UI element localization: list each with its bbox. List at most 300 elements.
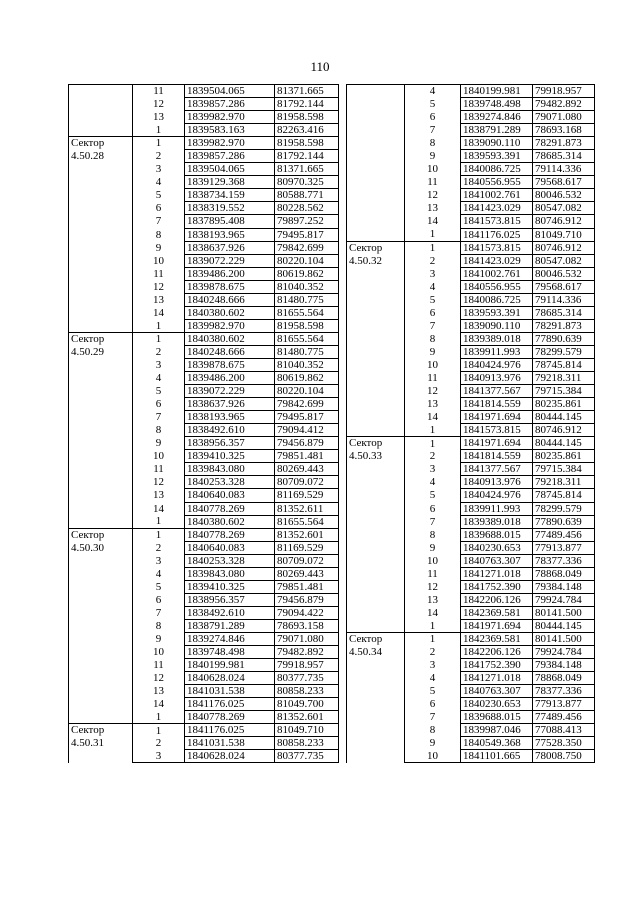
coordinate-x: 1840556.955	[461, 280, 533, 293]
coordinate-x: 1839486.200	[185, 267, 275, 280]
point-number: 13	[133, 489, 185, 502]
table-row	[347, 241, 595, 254]
coordinate-x: 1840230.653	[461, 541, 533, 554]
point-number: 10	[133, 254, 185, 267]
coordinate-y: 78868.049	[533, 672, 595, 685]
coordinate-x: 1839504.065	[185, 85, 275, 98]
point-number: 2	[405, 254, 461, 267]
point-number: 4	[133, 567, 185, 580]
coordinate-y: 79456.879	[275, 593, 339, 606]
coordinate-x: 1839857.286	[185, 98, 275, 111]
coordinate-x: 1839389.018	[461, 332, 533, 345]
coordinate-y: 78745.814	[533, 489, 595, 502]
coordinate-y: 78299.579	[533, 345, 595, 358]
point-number: 12	[133, 280, 185, 293]
table-row	[347, 632, 595, 645]
coordinate-x: 1840778.269	[185, 528, 275, 541]
point-number: 4	[405, 476, 461, 489]
point-number: 11	[405, 176, 461, 189]
coordinate-y: 80547.082	[533, 254, 595, 267]
coordinate-x: 1839878.675	[185, 358, 275, 371]
coordinate-y: 79218.311	[533, 476, 595, 489]
table-row	[69, 528, 339, 541]
coordinate-y: 80444.145	[533, 619, 595, 632]
point-number: 7	[133, 215, 185, 228]
point-number: 8	[405, 528, 461, 541]
coordinate-x: 1838193.965	[185, 411, 275, 424]
coordinate-y: 78291.873	[533, 319, 595, 332]
coordinate-x: 1840763.307	[461, 554, 533, 567]
coordinate-x: 1840913.976	[461, 476, 533, 489]
point-number: 5	[405, 685, 461, 698]
coordinate-x: 1840640.083	[185, 541, 275, 554]
point-number: 14	[405, 606, 461, 619]
point-number: 2	[133, 150, 185, 163]
coordinate-y: 78299.579	[533, 502, 595, 515]
coordinate-y: 78745.814	[533, 358, 595, 371]
point-number: 9	[405, 345, 461, 358]
coordinate-y: 81371.665	[275, 163, 339, 176]
coordinates-table-right	[346, 84, 595, 763]
coordinate-x: 1839911.993	[461, 345, 533, 358]
sector-label: Сектор 4.50.28	[69, 137, 133, 333]
coordinate-x: 1840248.666	[185, 293, 275, 306]
coordinate-x: 1839274.846	[185, 632, 275, 645]
point-number: 14	[133, 306, 185, 319]
coordinate-x: 1839982.970	[185, 319, 275, 332]
coordinate-x: 1839748.498	[185, 646, 275, 659]
coordinate-y: 78377.336	[533, 554, 595, 567]
coordinate-x: 1838791.289	[185, 619, 275, 632]
coordinate-x: 1842206.126	[461, 646, 533, 659]
coordinate-y: 81169.529	[275, 541, 339, 554]
coordinate-x: 1840628.024	[185, 750, 275, 763]
coordinate-y: 80235.861	[533, 398, 595, 411]
coordinate-y: 80141.500	[533, 632, 595, 645]
point-number: 8	[405, 137, 461, 150]
coordinate-y: 79094.412	[275, 424, 339, 437]
coordinate-y: 81792.144	[275, 98, 339, 111]
coordinate-x: 1841971.694	[461, 437, 533, 450]
coordinate-x: 1840199.981	[461, 85, 533, 98]
coordinate-y: 77913.877	[533, 541, 595, 554]
coordinate-x: 1838492.610	[185, 424, 275, 437]
point-number: 13	[133, 685, 185, 698]
table-row	[347, 437, 595, 450]
point-number: 6	[405, 111, 461, 124]
coordinate-y: 79114.336	[533, 163, 595, 176]
point-number: 5	[133, 189, 185, 202]
coordinate-y: 78685.314	[533, 150, 595, 163]
coordinate-x: 1839982.970	[185, 137, 275, 150]
coordinate-x: 1841176.025	[185, 698, 275, 711]
coordinate-y: 79071.080	[533, 111, 595, 124]
coordinate-x: 1840628.024	[185, 672, 275, 685]
coordinate-y: 77890.639	[533, 515, 595, 528]
point-number: 2	[405, 450, 461, 463]
point-number: 3	[405, 267, 461, 280]
coordinate-y: 80220.104	[275, 254, 339, 267]
coordinate-x: 1841031.538	[185, 737, 275, 750]
point-number: 4	[133, 372, 185, 385]
coordinate-x: 1838791.289	[461, 124, 533, 137]
coordinate-x: 1840424.976	[461, 358, 533, 371]
sector-label: Сектор 4.50.31	[69, 724, 133, 763]
coordinate-x: 1839987.046	[461, 724, 533, 737]
point-number: 1	[133, 319, 185, 332]
coordinate-x: 1840778.269	[185, 711, 275, 724]
point-number: 4	[405, 280, 461, 293]
coordinate-x: 1841101.665	[461, 750, 533, 763]
point-number: 4	[133, 176, 185, 189]
coordinate-x: 1841271.018	[461, 567, 533, 580]
sector-label	[69, 85, 133, 137]
sector-label	[347, 85, 405, 242]
point-number: 10	[405, 163, 461, 176]
point-number: 1	[405, 241, 461, 254]
point-number: 12	[133, 98, 185, 111]
coordinate-y: 80709.072	[275, 476, 339, 489]
coordinate-y: 80746.912	[533, 215, 595, 228]
point-number: 5	[133, 580, 185, 593]
point-number: 5	[405, 489, 461, 502]
point-number: 4	[405, 672, 461, 685]
coordinate-x: 1840549.368	[461, 737, 533, 750]
coordinate-x: 1838734.159	[185, 189, 275, 202]
point-number: 6	[405, 502, 461, 515]
coordinate-x: 1840640.083	[185, 489, 275, 502]
point-number: 12	[133, 476, 185, 489]
coordinate-y: 77528.350	[533, 737, 595, 750]
coordinate-x: 1841377.567	[461, 385, 533, 398]
point-number: 14	[133, 698, 185, 711]
coordinate-y: 81371.665	[275, 85, 339, 98]
coordinate-y: 80746.912	[533, 424, 595, 437]
coordinate-y: 80970.325	[275, 176, 339, 189]
coordinate-y: 79114.336	[533, 293, 595, 306]
coordinate-y: 77913.877	[533, 698, 595, 711]
point-number: 6	[405, 306, 461, 319]
point-number: 2	[133, 541, 185, 554]
point-number: 13	[405, 593, 461, 606]
point-number: 11	[133, 463, 185, 476]
coordinate-y: 81792.144	[275, 150, 339, 163]
coordinate-y: 78377.336	[533, 685, 595, 698]
coordinate-x: 1840424.976	[461, 489, 533, 502]
coordinate-y: 79715.384	[533, 385, 595, 398]
point-number: 1	[133, 711, 185, 724]
point-number: 12	[133, 672, 185, 685]
coordinate-y: 80709.072	[275, 554, 339, 567]
point-number: 9	[133, 241, 185, 254]
coordinate-y: 82263.416	[275, 124, 339, 137]
coordinate-x: 1841573.815	[461, 424, 533, 437]
coordinate-x: 1841814.559	[461, 450, 533, 463]
coordinate-x: 1841002.761	[461, 267, 533, 280]
point-number: 1	[405, 437, 461, 450]
coordinate-y: 79568.617	[533, 176, 595, 189]
point-number: 12	[405, 189, 461, 202]
coordinate-x: 1841377.567	[461, 463, 533, 476]
coordinate-y: 77489.456	[533, 711, 595, 724]
coordinate-x: 1840253.328	[185, 554, 275, 567]
coordinate-y: 81049.700	[275, 698, 339, 711]
coordinate-y: 81655.564	[275, 515, 339, 528]
coordinate-x: 1839688.015	[461, 711, 533, 724]
coordinate-y: 79851.481	[275, 580, 339, 593]
coordinate-y: 79918.957	[275, 659, 339, 672]
coordinate-y: 79495.817	[275, 411, 339, 424]
coordinate-y: 79568.617	[533, 280, 595, 293]
coordinate-x: 1839748.498	[461, 98, 533, 111]
point-number: 9	[405, 737, 461, 750]
point-number: 1	[133, 528, 185, 541]
coordinate-y: 81352.611	[275, 502, 339, 515]
coordinate-y: 78685.314	[533, 306, 595, 319]
coordinate-y: 79384.148	[533, 580, 595, 593]
point-number: 1	[405, 228, 461, 241]
coordinate-x: 1841814.559	[461, 398, 533, 411]
coordinate-x: 1840086.725	[461, 163, 533, 176]
point-number: 7	[133, 606, 185, 619]
coordinate-x: 1839583.163	[185, 124, 275, 137]
table-row	[69, 724, 339, 737]
coordinate-y: 80619.862	[275, 372, 339, 385]
coordinate-y: 79842.699	[275, 241, 339, 254]
coordinate-y: 80269.443	[275, 463, 339, 476]
point-number: 6	[133, 398, 185, 411]
coordinate-x: 1841031.538	[185, 685, 275, 698]
table-row	[347, 85, 595, 98]
coordinate-x: 1841002.761	[461, 189, 533, 202]
coordinate-x: 1838637.926	[185, 398, 275, 411]
point-number: 3	[405, 463, 461, 476]
coordinate-x: 1841176.025	[461, 228, 533, 241]
coordinate-y: 81049.710	[533, 228, 595, 241]
point-number: 1	[133, 137, 185, 150]
coordinate-x: 1840380.602	[185, 306, 275, 319]
coordinate-y: 80046.532	[533, 267, 595, 280]
point-number: 11	[133, 267, 185, 280]
point-number: 3	[133, 750, 185, 763]
coordinate-x: 1839593.391	[461, 306, 533, 319]
coordinate-y: 81040.352	[275, 358, 339, 371]
sector-label: Сектор 4.50.33	[347, 437, 405, 633]
point-number: 1	[405, 619, 461, 632]
coordinate-x: 1840778.269	[185, 502, 275, 515]
coordinate-y: 79851.481	[275, 450, 339, 463]
point-number: 2	[405, 646, 461, 659]
point-number: 11	[133, 659, 185, 672]
coordinate-x: 1839982.970	[185, 111, 275, 124]
coordinate-x: 1840248.666	[185, 345, 275, 358]
coordinate-y: 79842.699	[275, 398, 339, 411]
coordinate-y: 80228.562	[275, 202, 339, 215]
point-number: 2	[133, 737, 185, 750]
coordinate-x: 1841971.694	[461, 619, 533, 632]
point-number: 7	[405, 124, 461, 137]
point-number: 1	[405, 424, 461, 437]
sector-label: Сектор 4.50.29	[69, 332, 133, 528]
coordinate-y: 80235.861	[533, 450, 595, 463]
coordinate-x: 1837895.408	[185, 215, 275, 228]
coordinate-y: 80141.500	[533, 606, 595, 619]
coordinate-x: 1838193.965	[185, 228, 275, 241]
coordinate-y: 79924.784	[533, 593, 595, 606]
coordinate-y: 79482.892	[533, 98, 595, 111]
point-number: 8	[405, 724, 461, 737]
coordinate-x: 1841271.018	[461, 672, 533, 685]
coordinate-x: 1839274.846	[461, 111, 533, 124]
coordinate-y: 80547.082	[533, 202, 595, 215]
point-number: 1	[133, 515, 185, 528]
coordinate-y: 77088.413	[533, 724, 595, 737]
coordinate-x: 1839911.993	[461, 502, 533, 515]
point-number: 9	[405, 541, 461, 554]
point-number: 12	[405, 385, 461, 398]
coordinate-y: 80220.104	[275, 385, 339, 398]
coordinate-x: 1839593.391	[461, 150, 533, 163]
point-number: 10	[405, 554, 461, 567]
point-number: 1	[133, 124, 185, 137]
point-number: 7	[405, 711, 461, 724]
point-number: 10	[133, 450, 185, 463]
coordinate-x: 1839090.110	[461, 137, 533, 150]
coordinate-y: 79495.817	[275, 228, 339, 241]
coordinate-y: 81049.710	[275, 724, 339, 737]
coordinate-y: 79218.311	[533, 372, 595, 385]
coordinate-y: 79094.422	[275, 606, 339, 619]
coordinate-x: 1838492.610	[185, 606, 275, 619]
coordinate-x: 1841573.815	[461, 241, 533, 254]
point-number: 10	[405, 358, 461, 371]
coordinate-x: 1840086.725	[461, 293, 533, 306]
coordinate-x: 1840380.602	[185, 332, 275, 345]
sector-label: Сектор 4.50.30	[69, 528, 133, 724]
coordinate-y: 79482.892	[275, 646, 339, 659]
point-number: 13	[133, 293, 185, 306]
point-number: 8	[405, 332, 461, 345]
point-number: 7	[133, 411, 185, 424]
coordinate-x: 1839857.286	[185, 150, 275, 163]
coordinate-x: 1841752.390	[461, 580, 533, 593]
coordinate-x: 1841752.390	[461, 659, 533, 672]
table-row	[69, 332, 339, 345]
point-number: 3	[133, 358, 185, 371]
coordinate-x: 1839688.015	[461, 528, 533, 541]
point-number: 6	[405, 698, 461, 711]
coordinate-x: 1842369.581	[461, 632, 533, 645]
coordinate-x: 1839072.229	[185, 385, 275, 398]
coordinate-y: 81958.598	[275, 137, 339, 150]
coordinate-y: 81655.564	[275, 332, 339, 345]
point-number: 10	[133, 646, 185, 659]
point-number: 13	[405, 398, 461, 411]
coordinate-y: 78693.168	[533, 124, 595, 137]
coordinate-x: 1842369.581	[461, 606, 533, 619]
coordinate-y: 79924.784	[533, 646, 595, 659]
point-number: 4	[405, 85, 461, 98]
coordinate-y: 81958.598	[275, 111, 339, 124]
coordinate-x: 1839410.325	[185, 580, 275, 593]
coordinate-y: 78868.049	[533, 567, 595, 580]
coordinate-y: 80746.912	[533, 241, 595, 254]
coordinate-x: 1839090.110	[461, 319, 533, 332]
coordinate-y: 80619.862	[275, 267, 339, 280]
coordinate-y: 81352.601	[275, 528, 339, 541]
coordinate-x: 1840556.955	[461, 176, 533, 189]
point-number: 3	[133, 163, 185, 176]
coordinate-x: 1839843.080	[185, 463, 275, 476]
point-number: 14	[405, 411, 461, 424]
table-row	[69, 137, 339, 150]
coordinate-y: 81169.529	[275, 489, 339, 502]
point-number: 3	[133, 554, 185, 567]
coordinate-y: 81352.601	[275, 711, 339, 724]
coordinate-x: 1841971.694	[461, 411, 533, 424]
point-number: 10	[405, 750, 461, 763]
coordinate-y: 80858.233	[275, 685, 339, 698]
coordinate-y: 81655.564	[275, 306, 339, 319]
coordinate-x: 1842206.126	[461, 593, 533, 606]
point-number: 6	[133, 593, 185, 606]
point-number: 8	[133, 619, 185, 632]
coordinate-y: 79897.252	[275, 215, 339, 228]
point-number: 12	[405, 580, 461, 593]
coordinate-y: 77489.456	[533, 528, 595, 541]
coordinate-x: 1838956.357	[185, 593, 275, 606]
coordinate-x: 1839504.065	[185, 163, 275, 176]
point-number: 11	[133, 85, 185, 98]
coordinates-table-left	[68, 84, 339, 763]
coordinate-y: 80444.145	[533, 437, 595, 450]
point-number: 7	[405, 319, 461, 332]
point-number: 2	[133, 345, 185, 358]
point-number: 9	[133, 632, 185, 645]
coordinate-y: 81480.775	[275, 293, 339, 306]
point-number: 1	[405, 632, 461, 645]
point-number: 8	[133, 424, 185, 437]
page-number: 110	[310, 59, 330, 74]
coordinate-x: 1840230.653	[461, 698, 533, 711]
coordinate-y: 80858.233	[275, 737, 339, 750]
coordinate-x: 1840253.328	[185, 476, 275, 489]
coordinate-y: 80046.532	[533, 189, 595, 202]
coordinate-y: 80377.735	[275, 750, 339, 763]
point-number: 5	[405, 98, 461, 111]
coordinate-x: 1839486.200	[185, 372, 275, 385]
point-number: 6	[133, 202, 185, 215]
point-number: 13	[133, 111, 185, 124]
coordinate-y: 77890.639	[533, 332, 595, 345]
coordinate-x: 1841423.029	[461, 202, 533, 215]
point-number: 5	[133, 385, 185, 398]
coordinate-y: 80269.443	[275, 567, 339, 580]
point-number: 3	[405, 659, 461, 672]
coordinate-x: 1840913.976	[461, 372, 533, 385]
coordinate-y: 78008.750	[533, 750, 595, 763]
coordinate-x: 1839878.675	[185, 280, 275, 293]
point-number: 7	[405, 515, 461, 528]
point-number: 1	[133, 724, 185, 737]
coordinate-x: 1839129.368	[185, 176, 275, 189]
point-number: 11	[405, 372, 461, 385]
coordinate-y: 80588.771	[275, 189, 339, 202]
coordinate-y: 80377.735	[275, 672, 339, 685]
coordinate-y: 78693.158	[275, 619, 339, 632]
coordinate-x: 1841176.025	[185, 724, 275, 737]
coordinate-y: 81040.352	[275, 280, 339, 293]
